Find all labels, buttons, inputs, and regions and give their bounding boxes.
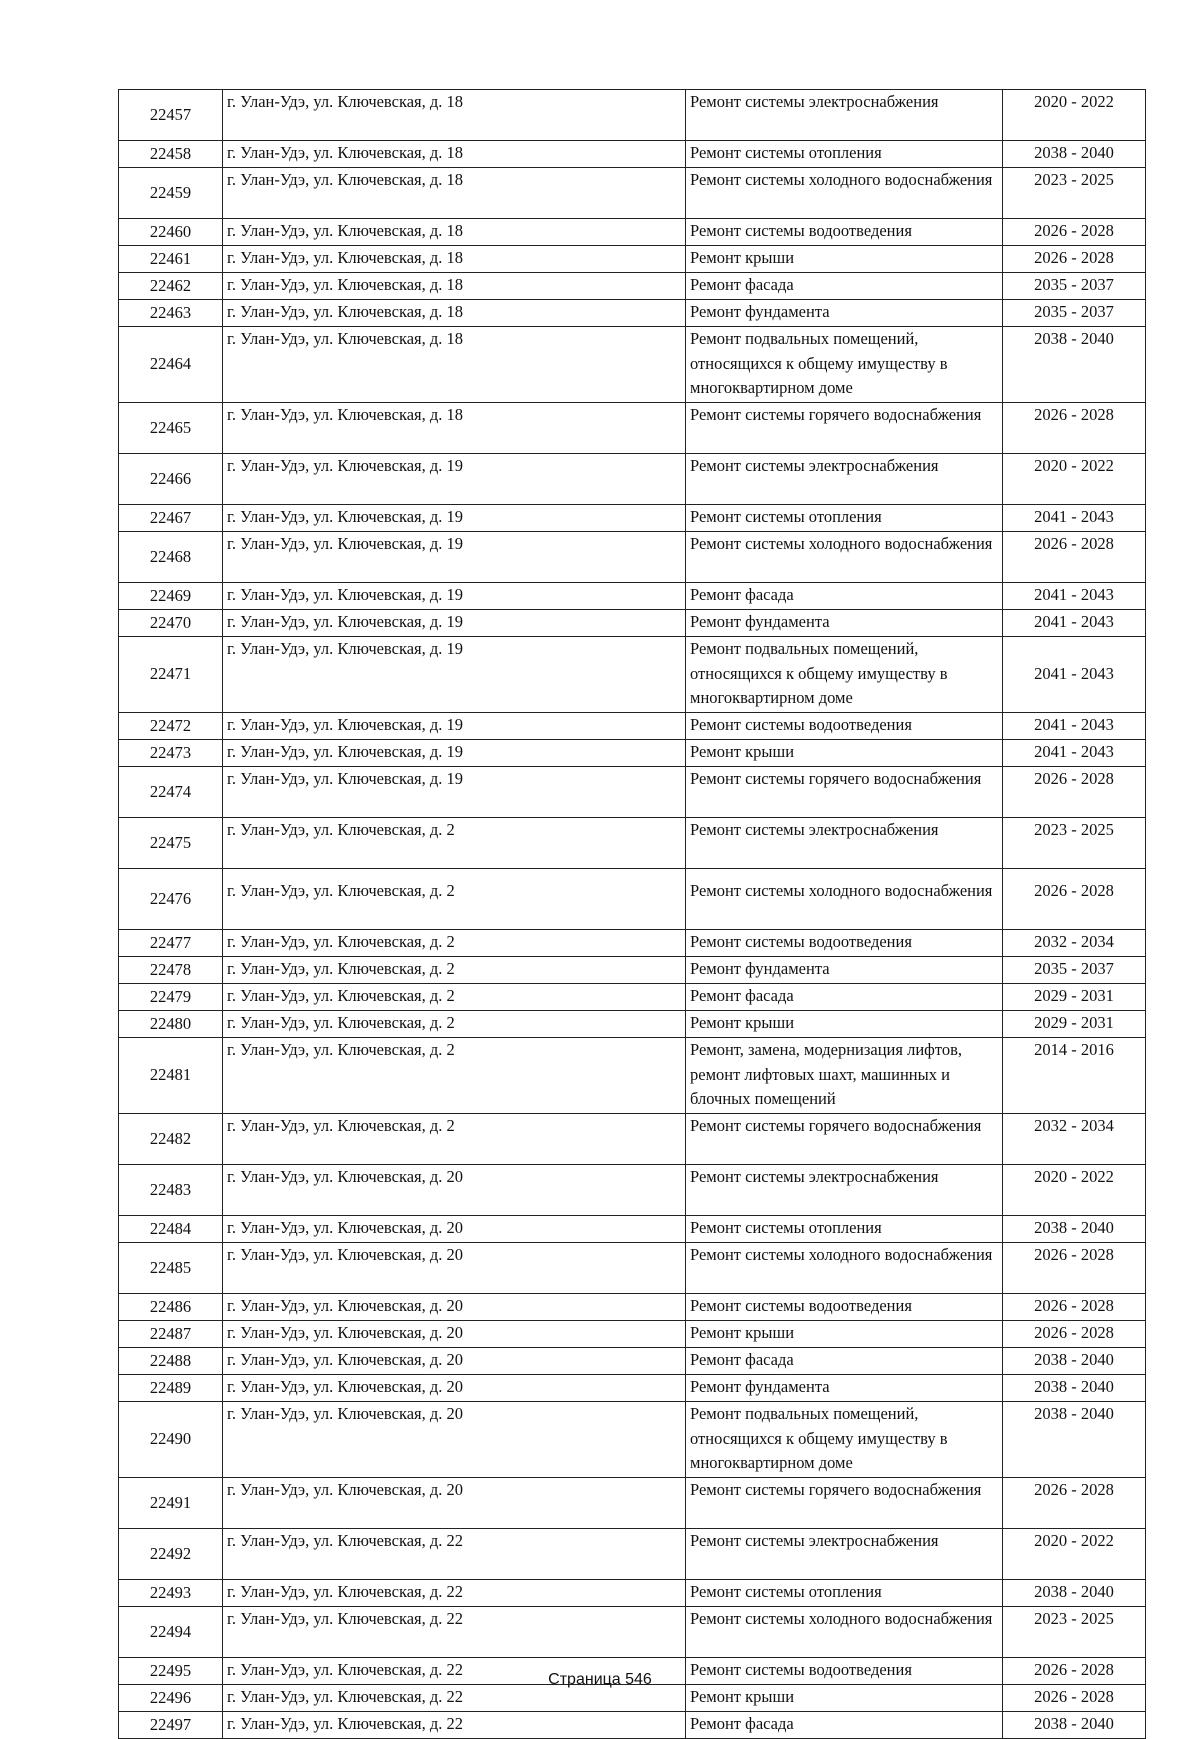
period-cell: 2023 - 2025 (1003, 818, 1146, 869)
table-row (119, 454, 1146, 505)
address-cell: г. Улан-Удэ, ул. Ключевская, д. 20 (223, 1321, 686, 1348)
period-cell: 2026 - 2028 (1003, 219, 1146, 246)
table-row (119, 1580, 1146, 1607)
work-type-cell: Ремонт подвальных помещений, относящихся к общему имуществу в многоквартирном доме (686, 1402, 1003, 1478)
record-id-cell: 22493 (119, 1580, 223, 1607)
work-type-cell: Ремонт системы электроснабжения (686, 1165, 1003, 1216)
table-row (119, 300, 1146, 327)
address-cell: г. Улан-Удэ, ул. Ключевская, д. 2 (223, 1011, 686, 1038)
work-type-cell: Ремонт системы холодного водоснабжения (686, 1607, 1003, 1658)
period-cell: 2035 - 2037 (1003, 957, 1146, 984)
table-row (119, 767, 1146, 818)
record-id-cell: 22460 (119, 219, 223, 246)
table-row (119, 90, 1146, 141)
work-type-cell: Ремонт системы отопления (686, 1580, 1003, 1607)
work-type-cell: Ремонт крыши (686, 1011, 1003, 1038)
work-type-cell: Ремонт системы горячего водоснабжения (686, 1114, 1003, 1165)
address-cell: г. Улан-Удэ, ул. Ключевская, д. 18 (223, 168, 686, 219)
address-cell: г. Улан-Удэ, ул. Ключевская, д. 20 (223, 1294, 686, 1321)
address-cell: г. Улан-Удэ, ул. Ключевская, д. 20 (223, 1243, 686, 1294)
work-type-cell: Ремонт, замена, модернизация лифтов, ремонт лифтовых шахт, машинных и блочных помещений (686, 1038, 1003, 1114)
address-cell: г. Улан-Удэ, ул. Ключевская, д. 2 (223, 1114, 686, 1165)
period-cell: 2020 - 2022 (1003, 454, 1146, 505)
period-cell: 2041 - 2043 (1003, 583, 1146, 610)
table-row (119, 869, 1146, 930)
record-id-cell: 22465 (119, 403, 223, 454)
address-cell: г. Улан-Удэ, ул. Ключевская, д. 22 (223, 1685, 686, 1712)
record-id-cell: 22485 (119, 1243, 223, 1294)
record-id-cell: 22488 (119, 1348, 223, 1375)
work-type-cell: Ремонт фундамента (686, 610, 1003, 637)
address-cell: г. Улан-Удэ, ул. Ключевская, д. 20 (223, 1375, 686, 1402)
record-id-cell: 22494 (119, 1607, 223, 1658)
record-id-cell: 22481 (119, 1038, 223, 1114)
address-cell: г. Улан-Удэ, ул. Ключевская, д. 18 (223, 141, 686, 168)
period-cell: 2038 - 2040 (1003, 1580, 1146, 1607)
work-type-cell: Ремонт фасада (686, 1712, 1003, 1739)
work-type-cell: Ремонт фасада (686, 583, 1003, 610)
address-cell: г. Улан-Удэ, ул. Ключевская, д. 18 (223, 246, 686, 273)
work-type-cell: Ремонт фундамента (686, 957, 1003, 984)
period-cell: 2026 - 2028 (1003, 1658, 1146, 1685)
table-row (119, 246, 1146, 273)
table-row (119, 713, 1146, 740)
address-cell: г. Улан-Удэ, ул. Ключевская, д. 19 (223, 454, 686, 505)
address-cell: г. Улан-Удэ, ул. Ключевская, д. 20 (223, 1348, 686, 1375)
record-id-cell: 22468 (119, 532, 223, 583)
address-cell: г. Улан-Удэ, ул. Ключевская, д. 20 (223, 1402, 686, 1478)
table-row (119, 1038, 1146, 1114)
period-cell: 2041 - 2043 (1003, 505, 1146, 532)
record-id-cell: 22466 (119, 454, 223, 505)
page-number: Страница 546 (548, 1671, 652, 1688)
table-row (119, 168, 1146, 219)
table-row (119, 637, 1146, 713)
period-cell: 2041 - 2043 (1003, 713, 1146, 740)
work-type-cell: Ремонт системы водоотведения (686, 1294, 1003, 1321)
record-id-cell: 22497 (119, 1712, 223, 1739)
address-cell: г. Улан-Удэ, ул. Ключевская, д. 19 (223, 767, 686, 818)
table-row (119, 403, 1146, 454)
table-body (119, 90, 1146, 1739)
record-id-cell: 22489 (119, 1375, 223, 1402)
period-cell: 2020 - 2022 (1003, 1165, 1146, 1216)
work-type-cell: Ремонт системы холодного водоснабжения (686, 532, 1003, 583)
period-cell: 2026 - 2028 (1003, 1685, 1146, 1712)
table-row (119, 1348, 1146, 1375)
record-id-cell: 22492 (119, 1529, 223, 1580)
table-row (119, 583, 1146, 610)
address-cell: г. Улан-Удэ, ул. Ключевская, д. 22 (223, 1658, 686, 1685)
record-id-cell: 22478 (119, 957, 223, 984)
table-row (119, 1011, 1146, 1038)
work-type-cell: Ремонт системы водоотведения (686, 219, 1003, 246)
work-type-cell: Ремонт подвальных помещений, относящихся к общему имуществу в многоквартирном доме (686, 327, 1003, 403)
record-id-cell: 22471 (119, 637, 223, 713)
record-id-cell: 22477 (119, 930, 223, 957)
address-cell: г. Улан-Удэ, ул. Ключевская, д. 22 (223, 1580, 686, 1607)
record-id-cell: 22470 (119, 610, 223, 637)
table-row (119, 1402, 1146, 1478)
record-id-cell: 22472 (119, 713, 223, 740)
work-type-cell: Ремонт системы водоотведения (686, 713, 1003, 740)
record-id-cell: 22462 (119, 273, 223, 300)
record-id-cell: 22457 (119, 90, 223, 141)
address-cell: г. Улан-Удэ, ул. Ключевская, д. 20 (223, 1216, 686, 1243)
record-id-cell: 22487 (119, 1321, 223, 1348)
table-row (119, 327, 1146, 403)
period-cell: 2026 - 2028 (1003, 403, 1146, 454)
table-row (119, 1243, 1146, 1294)
work-type-cell: Ремонт крыши (686, 740, 1003, 767)
record-id-cell: 22469 (119, 583, 223, 610)
period-cell: 2035 - 2037 (1003, 300, 1146, 327)
work-type-cell: Ремонт системы отопления (686, 505, 1003, 532)
work-type-cell: Ремонт системы водоотведения (686, 930, 1003, 957)
record-id-cell: 22467 (119, 505, 223, 532)
period-cell: 2038 - 2040 (1003, 141, 1146, 168)
table-row (119, 1375, 1146, 1402)
period-cell: 2038 - 2040 (1003, 1216, 1146, 1243)
table-row (119, 141, 1146, 168)
record-id-cell: 22464 (119, 327, 223, 403)
address-cell: г. Улан-Удэ, ул. Ключевская, д. 19 (223, 713, 686, 740)
period-cell: 2032 - 2034 (1003, 1114, 1146, 1165)
period-cell: 2026 - 2028 (1003, 1478, 1146, 1529)
address-cell: г. Улан-Удэ, ул. Ключевская, д. 2 (223, 1038, 686, 1114)
record-id-cell: 22496 (119, 1685, 223, 1712)
address-cell: г. Улан-Удэ, ул. Ключевская, д. 19 (223, 637, 686, 713)
table-row (119, 930, 1146, 957)
work-type-cell: Ремонт системы холодного водоснабжения (686, 869, 1003, 930)
record-id-cell: 22463 (119, 300, 223, 327)
table-row (119, 1165, 1146, 1216)
address-cell: г. Улан-Удэ, ул. Ключевская, д. 19 (223, 532, 686, 583)
address-cell: г. Улан-Удэ, ул. Ключевская, д. 22 (223, 1712, 686, 1739)
record-id-cell: 22479 (119, 984, 223, 1011)
work-type-cell: Ремонт системы холодного водоснабжения (686, 168, 1003, 219)
period-cell: 2026 - 2028 (1003, 869, 1146, 930)
record-id-cell: 22482 (119, 1114, 223, 1165)
address-cell: г. Улан-Удэ, ул. Ключевская, д. 22 (223, 1607, 686, 1658)
address-cell: г. Улан-Удэ, ул. Ключевская, д. 19 (223, 610, 686, 637)
address-cell: г. Улан-Удэ, ул. Ключевская, д. 18 (223, 219, 686, 246)
address-cell: г. Улан-Удэ, ул. Ключевская, д. 19 (223, 583, 686, 610)
period-cell: 2014 - 2016 (1003, 1038, 1146, 1114)
period-cell: 2023 - 2025 (1003, 1607, 1146, 1658)
record-id-cell: 22476 (119, 869, 223, 930)
work-type-cell: Ремонт подвальных помещений, относящихся к общему имуществу в многоквартирном доме (686, 637, 1003, 713)
period-cell: 2041 - 2043 (1003, 740, 1146, 767)
record-id-cell: 22480 (119, 1011, 223, 1038)
record-id-cell: 22473 (119, 740, 223, 767)
record-id-cell: 22458 (119, 141, 223, 168)
address-cell: г. Улан-Удэ, ул. Ключевская, д. 2 (223, 957, 686, 984)
work-type-cell: Ремонт фасада (686, 984, 1003, 1011)
address-cell: г. Улан-Удэ, ул. Ключевская, д. 2 (223, 930, 686, 957)
period-cell: 2038 - 2040 (1003, 1375, 1146, 1402)
work-type-cell: Ремонт системы горячего водоснабжения (686, 1478, 1003, 1529)
work-type-cell: Ремонт системы электроснабжения (686, 1529, 1003, 1580)
work-type-cell: Ремонт системы отопления (686, 141, 1003, 168)
work-type-cell: Ремонт системы водоотведения (686, 1658, 1003, 1685)
record-id-cell: 22459 (119, 168, 223, 219)
table-row (119, 532, 1146, 583)
repair-schedule-table (118, 89, 1146, 1739)
table-row (119, 957, 1146, 984)
period-cell: 2023 - 2025 (1003, 168, 1146, 219)
work-type-cell: Ремонт крыши (686, 1685, 1003, 1712)
work-type-cell: Ремонт системы холодного водоснабжения (686, 1243, 1003, 1294)
period-cell: 2020 - 2022 (1003, 90, 1146, 141)
table-row (119, 1712, 1146, 1739)
table-row (119, 818, 1146, 869)
period-cell: 2035 - 2037 (1003, 273, 1146, 300)
address-cell: г. Улан-Удэ, ул. Ключевская, д. 18 (223, 300, 686, 327)
table-row (119, 984, 1146, 1011)
address-cell: г. Улан-Удэ, ул. Ключевская, д. 18 (223, 403, 686, 454)
period-cell: 2026 - 2028 (1003, 1321, 1146, 1348)
work-type-cell: Ремонт системы электроснабжения (686, 818, 1003, 869)
table-row (119, 1478, 1146, 1529)
period-cell: 2026 - 2028 (1003, 767, 1146, 818)
work-type-cell: Ремонт фундамента (686, 300, 1003, 327)
address-cell: г. Улан-Удэ, ул. Ключевская, д. 2 (223, 818, 686, 869)
record-id-cell: 22474 (119, 767, 223, 818)
work-type-cell: Ремонт фундамента (686, 1375, 1003, 1402)
period-cell: 2041 - 2043 (1003, 637, 1146, 713)
work-type-cell: Ремонт крыши (686, 246, 1003, 273)
period-cell: 2038 - 2040 (1003, 1348, 1146, 1375)
period-cell: 2041 - 2043 (1003, 610, 1146, 637)
address-cell: г. Улан-Удэ, ул. Ключевская, д. 2 (223, 869, 686, 930)
record-id-cell: 22483 (119, 1165, 223, 1216)
record-id-cell: 22484 (119, 1216, 223, 1243)
record-id-cell: 22461 (119, 246, 223, 273)
period-cell: 2038 - 2040 (1003, 327, 1146, 403)
address-cell: г. Улан-Удэ, ул. Ключевская, д. 22 (223, 1529, 686, 1580)
address-cell: г. Улан-Удэ, ул. Ключевская, д. 2 (223, 984, 686, 1011)
address-cell: г. Улан-Удэ, ул. Ключевская, д. 18 (223, 90, 686, 141)
period-cell: 2026 - 2028 (1003, 246, 1146, 273)
table-row (119, 1216, 1146, 1243)
period-cell: 2038 - 2040 (1003, 1712, 1146, 1739)
table-row (119, 1321, 1146, 1348)
address-cell: г. Улан-Удэ, ул. Ключевская, д. 19 (223, 505, 686, 532)
table-row (119, 1114, 1146, 1165)
work-type-cell: Ремонт системы горячего водоснабжения (686, 403, 1003, 454)
table-row (119, 740, 1146, 767)
record-id-cell: 22486 (119, 1294, 223, 1321)
work-type-cell: Ремонт фасада (686, 273, 1003, 300)
address-cell: г. Улан-Удэ, ул. Ключевская, д. 19 (223, 740, 686, 767)
work-type-cell: Ремонт системы электроснабжения (686, 90, 1003, 141)
table-row (119, 505, 1146, 532)
period-cell: 2032 - 2034 (1003, 930, 1146, 957)
period-cell: 2026 - 2028 (1003, 1294, 1146, 1321)
period-cell: 2038 - 2040 (1003, 1402, 1146, 1478)
address-cell: г. Улан-Удэ, ул. Ключевская, д. 20 (223, 1165, 686, 1216)
work-type-cell: Ремонт системы отопления (686, 1216, 1003, 1243)
table-row (119, 1529, 1146, 1580)
table-row (119, 1607, 1146, 1658)
period-cell: 2029 - 2031 (1003, 984, 1146, 1011)
table-row (119, 1294, 1146, 1321)
record-id-cell: 22495 (119, 1658, 223, 1685)
address-cell: г. Улан-Удэ, ул. Ключевская, д. 20 (223, 1478, 686, 1529)
period-cell: 2020 - 2022 (1003, 1529, 1146, 1580)
table-row (119, 610, 1146, 637)
work-type-cell: Ремонт крыши (686, 1321, 1003, 1348)
address-cell: г. Улан-Удэ, ул. Ключевская, д. 18 (223, 327, 686, 403)
period-cell: 2029 - 2031 (1003, 1011, 1146, 1038)
period-cell: 2026 - 2028 (1003, 1243, 1146, 1294)
record-id-cell: 22475 (119, 818, 223, 869)
record-id-cell: 22491 (119, 1478, 223, 1529)
table-row (119, 273, 1146, 300)
work-type-cell: Ремонт системы электроснабжения (686, 454, 1003, 505)
work-type-cell: Ремонт фасада (686, 1348, 1003, 1375)
address-cell: г. Улан-Удэ, ул. Ключевская, д. 18 (223, 273, 686, 300)
work-type-cell: Ремонт системы горячего водоснабжения (686, 767, 1003, 818)
record-id-cell: 22490 (119, 1402, 223, 1478)
table-row (119, 219, 1146, 246)
period-cell: 2026 - 2028 (1003, 532, 1146, 583)
